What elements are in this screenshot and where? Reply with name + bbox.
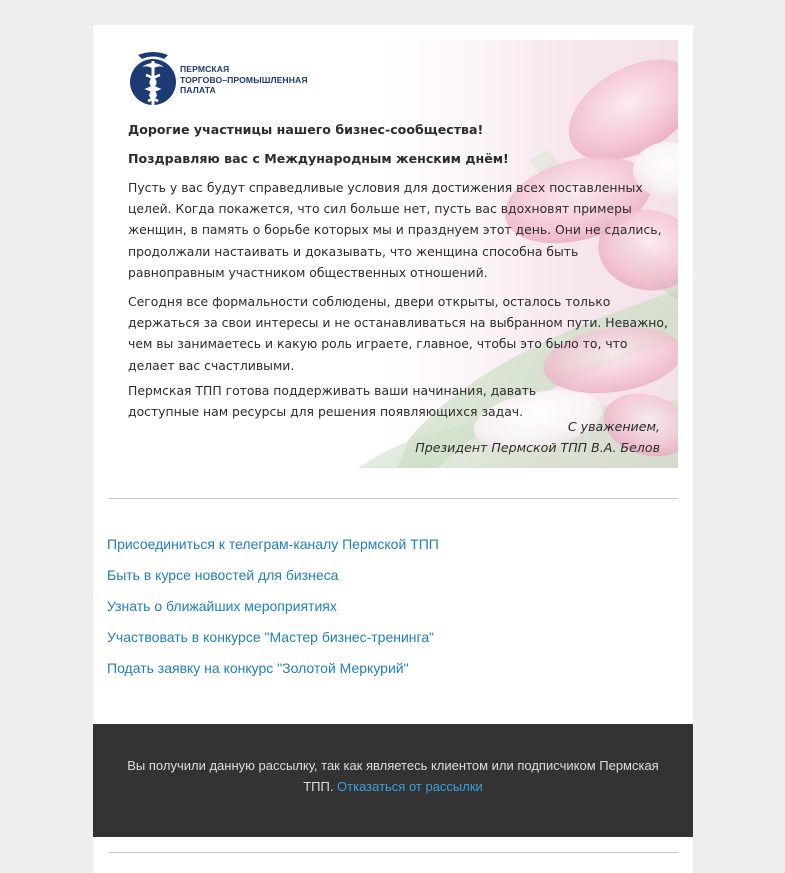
logo-line-2: ТОРГОВО–ПРОМЫШЛЕННАЯ <box>180 74 308 85</box>
greeting-paragraph-1: Пусть у вас будут справедливые условия для достижения всех поставленных целей. Когда покажется, что сил больше нет, пусть вас вдохновят примеры женщин, в память о борьбе которых мы и празднуем этот день. Они не сдались, продолжали настаивать и доказывать, что женщина способна быть равноправным участником общественных отношений. <box>128 180 662 280</box>
logo-line-1: ПЕРМСКАЯ <box>180 64 230 74</box>
links-list <box>107 529 439 684</box>
signature-regards: С уважением, <box>567 419 660 434</box>
bottom-divider <box>108 852 678 853</box>
link-upcoming-events[interactable]: Узнать о ближайших мероприятиях <box>107 598 337 614</box>
footer-text <box>115 755 671 797</box>
subscription-notice: Вы получили данную рассылку, так как являетесь клиентом или подписчиком Пермская ТПП. <box>127 758 659 794</box>
signature-author: Президент Пермской ТПП В.А. Белов <box>415 440 660 455</box>
chamber-logo-icon <box>128 51 178 109</box>
greeting-paragraph-3: Пермская ТПП готова поддерживать ваши начинания, давать доступные нам ресурсы для решения появляющихся задач. <box>128 383 537 420</box>
link-business-news[interactable]: Быть в курсе новостей для бизнеса <box>107 567 339 583</box>
chamber-logo-text <box>180 64 308 96</box>
unsubscribe-link[interactable]: Отказаться от рассылки <box>337 779 483 794</box>
email-card <box>93 25 693 873</box>
signature <box>415 416 660 458</box>
link-golden-mercury[interactable]: Подать заявку на конкурс "Золотой Меркурий" <box>107 660 409 676</box>
divider <box>108 498 678 499</box>
footer <box>93 724 693 837</box>
logo-line-3: ПАЛАТА <box>180 85 216 96</box>
greeting-banner-image <box>108 40 678 468</box>
greeting-subheading: Поздравляю вас с Международным женским днём! <box>128 151 509 166</box>
greeting-paragraph-2: Сегодня все формальности соблюдены, двери открыты, осталось только держаться за свои интересы и не останавливаться на выбранном пути. Неважно, чем вы занимаетесь и какую роль играете, главное, чтобы это было то, что делает вас счастливыми. <box>128 294 668 373</box>
greeting-heading: Дорогие участницы нашего бизнес-сообщества! <box>128 122 484 137</box>
link-telegram-channel[interactable]: Присоединиться к телеграм-каналу Пермской ТПП <box>107 536 439 552</box>
link-training-contest[interactable]: Участвовать в конкурсе "Мастер бизнес-тренинга" <box>107 629 435 645</box>
